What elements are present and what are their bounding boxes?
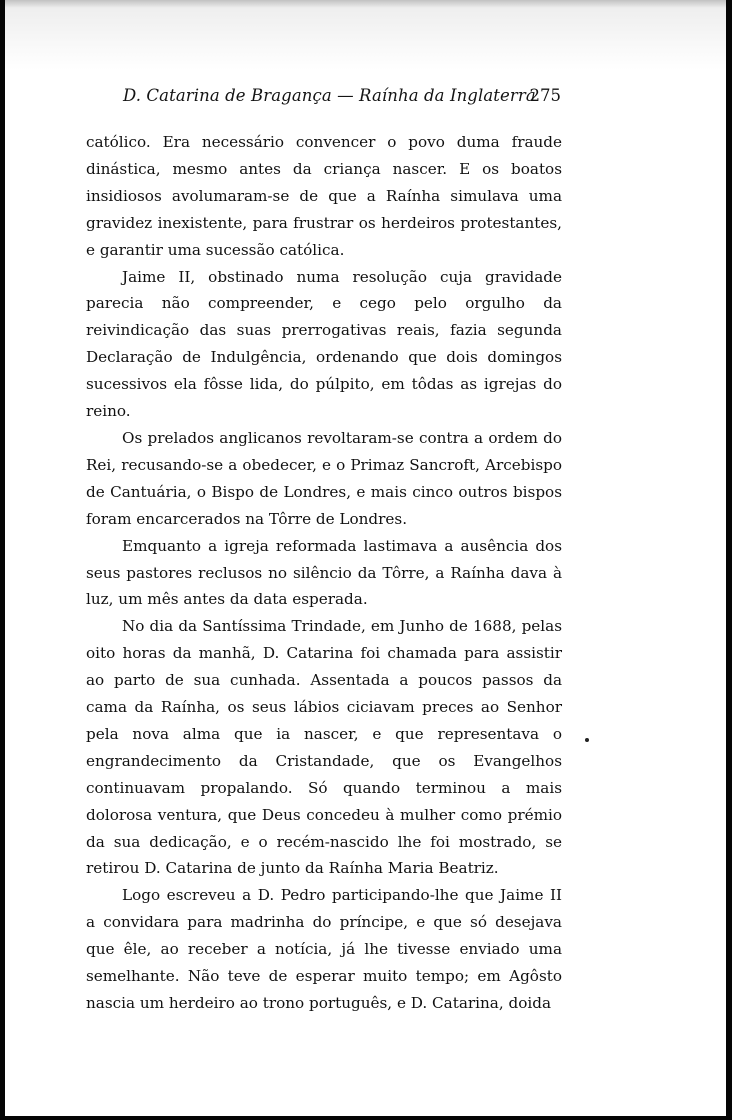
paragraph-5: No dia da Santíssima Trindade, em Junho de 1688, pelas oito horas da manhã, D. Catarina foi chamada para assistir ao parto de sua cunhada. Assentada a poucos passos da cama da Raínha, os seus lábios ciciavam preces ao Senhor pela nova alma que ia nascer, e que representava o engrandecimento da Cristandade, que os Evangelhos continuavam propalando. Só quando terminou a mais dolorosa ventura, que Deus concedeu à mulher como prémio da sua dedicação, e o recém-nascido lhe foi mostrado, se retirou D. Catarina de junto da Raínha Maria Beatriz. <box>86 617 562 878</box>
paragraph-4: Emquanto a igreja reformada lastimava a ausência dos seus pastores reclusos no silêncio da Tôrre, a Raínha dava à luz, um mês antes da data esperada. <box>86 536 562 609</box>
running-title: D. Catarina de Bragança — Raínha da Inglaterra <box>123 86 536 105</box>
paragraph-1: católico. Era necessário convencer o povo duma fraude dinástica, mesmo antes da criança nascer. E os boatos insidiosos avolumaram-se de que a Raínha simulava uma gravidez inexistente, para frustrar os herdeiros protestantes, e garantir uma sucessão católica. <box>86 133 562 259</box>
page-number: 275 <box>529 86 561 105</box>
paragraph-6: Logo escreveu a D. Pedro participando-lhe que Jaime II a convidara para madrinha do príncipe, e que só desejava que êle, ao receber a notícia, já lhe tivesse enviado uma semelhante. Não teve de esperar muito tempo; em Agôsto nascia um herdeiro ao trono português, e D. Catarina, doida <box>86 886 562 1012</box>
paragraph-3: Os prelados anglicanos revoltaram-se contra a ordem do Rei, recusando-se a obedecer, e o Primaz Sancroft, Arcebispo de Cantuária, o Bispo de Londres, e mais cinco outros bispos foram encarcerados na Tôrre de Londres. <box>86 428 562 528</box>
body-text <box>86 129 562 1017</box>
ink-speck <box>585 738 589 742</box>
paragraph-2: Jaime II, obstinado numa resolução cuja gravidade parecia não compreender, e cego pelo orgulho da reivindicação das suas prerrogativas reais, fazia segunda Declaração de Indulgência, ordenando que dois domingos sucessivos ela fôsse lida, do púlpito, em tôdas as igrejas do reino. <box>86 267 562 421</box>
running-head <box>123 86 561 112</box>
